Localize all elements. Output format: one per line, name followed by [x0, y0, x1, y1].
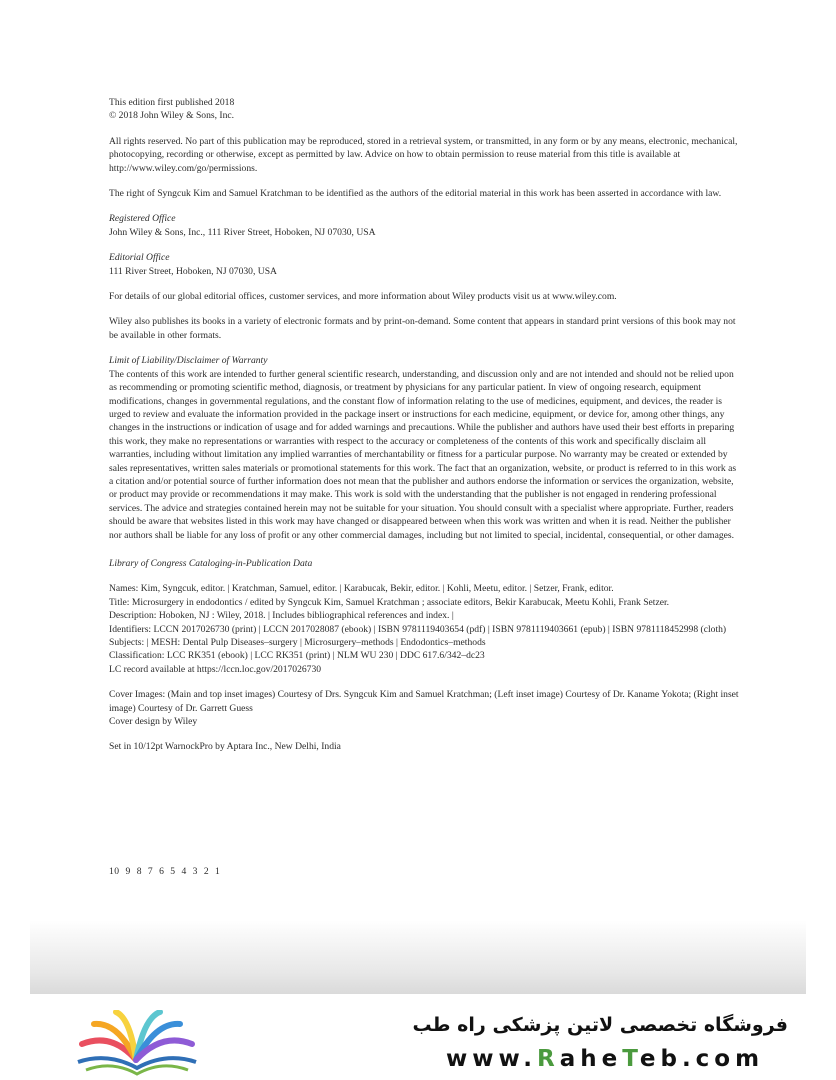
registered-office-label: Registered Office: [109, 213, 176, 225]
editorial-office-address: 111 River Street, Hoboken, NJ 07030, USA: [109, 265, 277, 277]
cip-lc-record: LC record available at https://lccn.loc.gov/2017026730: [109, 663, 322, 675]
cover-design-credit: Cover design by Wiley: [109, 716, 198, 728]
editorial-office-label: Editorial Office: [109, 252, 170, 264]
authors-right-paragraph: The right of Syngcuk Kim and Samuel Kratchman to be identified as the authors of the editorial material in this work has been asserted in accordance with law.: [109, 188, 722, 200]
cip-identifiers: Identifiers: LCCN 2017026730 (print) | LCCN 2017028087 (ebook) | ISBN 9781119403654 (pdf) | ISBN 9781119403661 (epub) | ISBN 9781118452998 (cloth): [109, 623, 727, 635]
copyright-line: © 2018 John Wiley & Sons, Inc.: [109, 110, 235, 122]
formats-paragraph: Wiley also publishes its books in a variety of electronic formats and by print-on-demand. Some content that appears in standard print versions of this book may not be available in other formats.: [109, 316, 736, 341]
page-bottom-shadow: [30, 920, 806, 994]
rights-paragraph: All rights reserved. No part of this publication may be reproduced, stored in a retrieval system, or transmitted, in any form or by any means, electronic, mechanical, photocopying, recording or otherwise, except as permitted by law. Advice on how to obtain permission to reuse material from this title is available at http://www.wiley.com/go/permissions.: [109, 135, 738, 174]
url-letter-r: R: [537, 1046, 560, 1072]
typeset-line: Set in 10/12pt WarnockPro by Aptara Inc., New Delhi, India: [109, 741, 341, 753]
global-offices-paragraph: For details of our global editorial offices, customer services, and more information about Wiley products visit us at www.wiley.com.: [109, 291, 617, 303]
shop-name: فروشگاه تخصصی لاتین پزشکی راه طب: [412, 1014, 788, 1036]
cip-names: Names: Kim, Syngcuk, editor. | Kratchman, Samuel, editor. | Karabucak, Bekir, editor. | Kohli, Meetu, editor. | Setzer, Frank, editor.: [109, 583, 614, 595]
liability-heading: Limit of Liability/Disclaimer of Warranty: [109, 355, 268, 367]
cip-classification: Classification: LCC RK351 (ebook) | LCC RK351 (print) | NLM WU 230 | DDC 617.6/342–dc23: [109, 650, 485, 662]
cip-description: Description: Hoboken, NJ : Wiley, 2018. | Includes bibliographical references and index. |: [109, 610, 454, 622]
shop-url[interactable]: [446, 1046, 764, 1072]
cover-images-credit: Cover Images: (Main and top inset images) Courtesy of Drs. Syngcuk Kim and Samuel Kratchman; (Left inset image) Courtesy of Dr. Kaname Yokota; (Right inset image) Courtesy of Dr. Garrett Guess: [109, 689, 739, 714]
cip-heading: Library of Congress Cataloging-in-Publication Data: [109, 557, 313, 569]
copyright-page: [109, 96, 739, 754]
url-part-ahe: ahe: [559, 1046, 623, 1072]
liability-paragraph: The contents of this work are intended to further general scientific research, understanding, and discussion only and are not intended and should not be relied upon as recommending or promoting scientific method, diagnosis, or treatment by physicians for any particular patient. In view of ongoing research, equipment modifications, changes in governmental regulations, and the constant flow of information relating to the use of medicines, equipment, and devices, the reader is urged to review and evaluate the information provided in the package insert or instructions for each medicine, equipment, or device for, among other things, any changes in the instructions or indication of usage and for added warnings and precautions. While the publisher and authors have used their best efforts in preparing this work, they make no representations or warranties with respect to the accuracy or completeness of the contents of this work and specifically disclaim all warranties, including without limitation any implied warranties of merchantability or fitness for a particular purpose. No warranty may be created or extended by sales representatives, written sales materials or promotional statements for this work. The fact that an organization, website, or product is referred to in this work as a citation and/or potential source of further information does not mean that the publisher and authors endorse the information or services the organization, website, or product may provide or recommendations it may make. This work is sold with the understanding that the publisher is not engaged in rendering professional services. The advice and strategies contained herein may not be suitable for your situation. You should consult with a specialist where appropriate. Further, readers should be aware that websites listed in this work may have changed or disappeared between when this work was written and when it is read. Neither the publisher nor authors shall be liable for any loss of profit or any other commercial damages, including but not limited to special, incidental, consequential, or other damages.: [109, 368, 737, 541]
registered-office-address: John Wiley & Sons, Inc., 111 River Street, Hoboken, NJ 07030, USA: [109, 226, 376, 238]
url-suffix: eb.com: [639, 1046, 765, 1072]
printing-line: 10 9 8 7 6 5 4 3 2 1: [109, 866, 221, 877]
cip-title: Title: Microsurgery in endodontics / edited by Syngcuk Kim, Samuel Kratchman ; associate editors, Bekir Karabucak, Meetu Kohli, Frank Setzer.: [109, 596, 670, 608]
url-prefix: www.: [446, 1046, 538, 1072]
cip-subjects: Subjects: | MESH: Dental Pulp Diseases–surgery | Microsurgery–methods | Endodontics–methods: [109, 637, 486, 648]
book-logo-icon: [72, 1010, 202, 1076]
url-letter-t: T: [622, 1046, 640, 1072]
edition-line: This edition first published 2018: [109, 97, 235, 108]
